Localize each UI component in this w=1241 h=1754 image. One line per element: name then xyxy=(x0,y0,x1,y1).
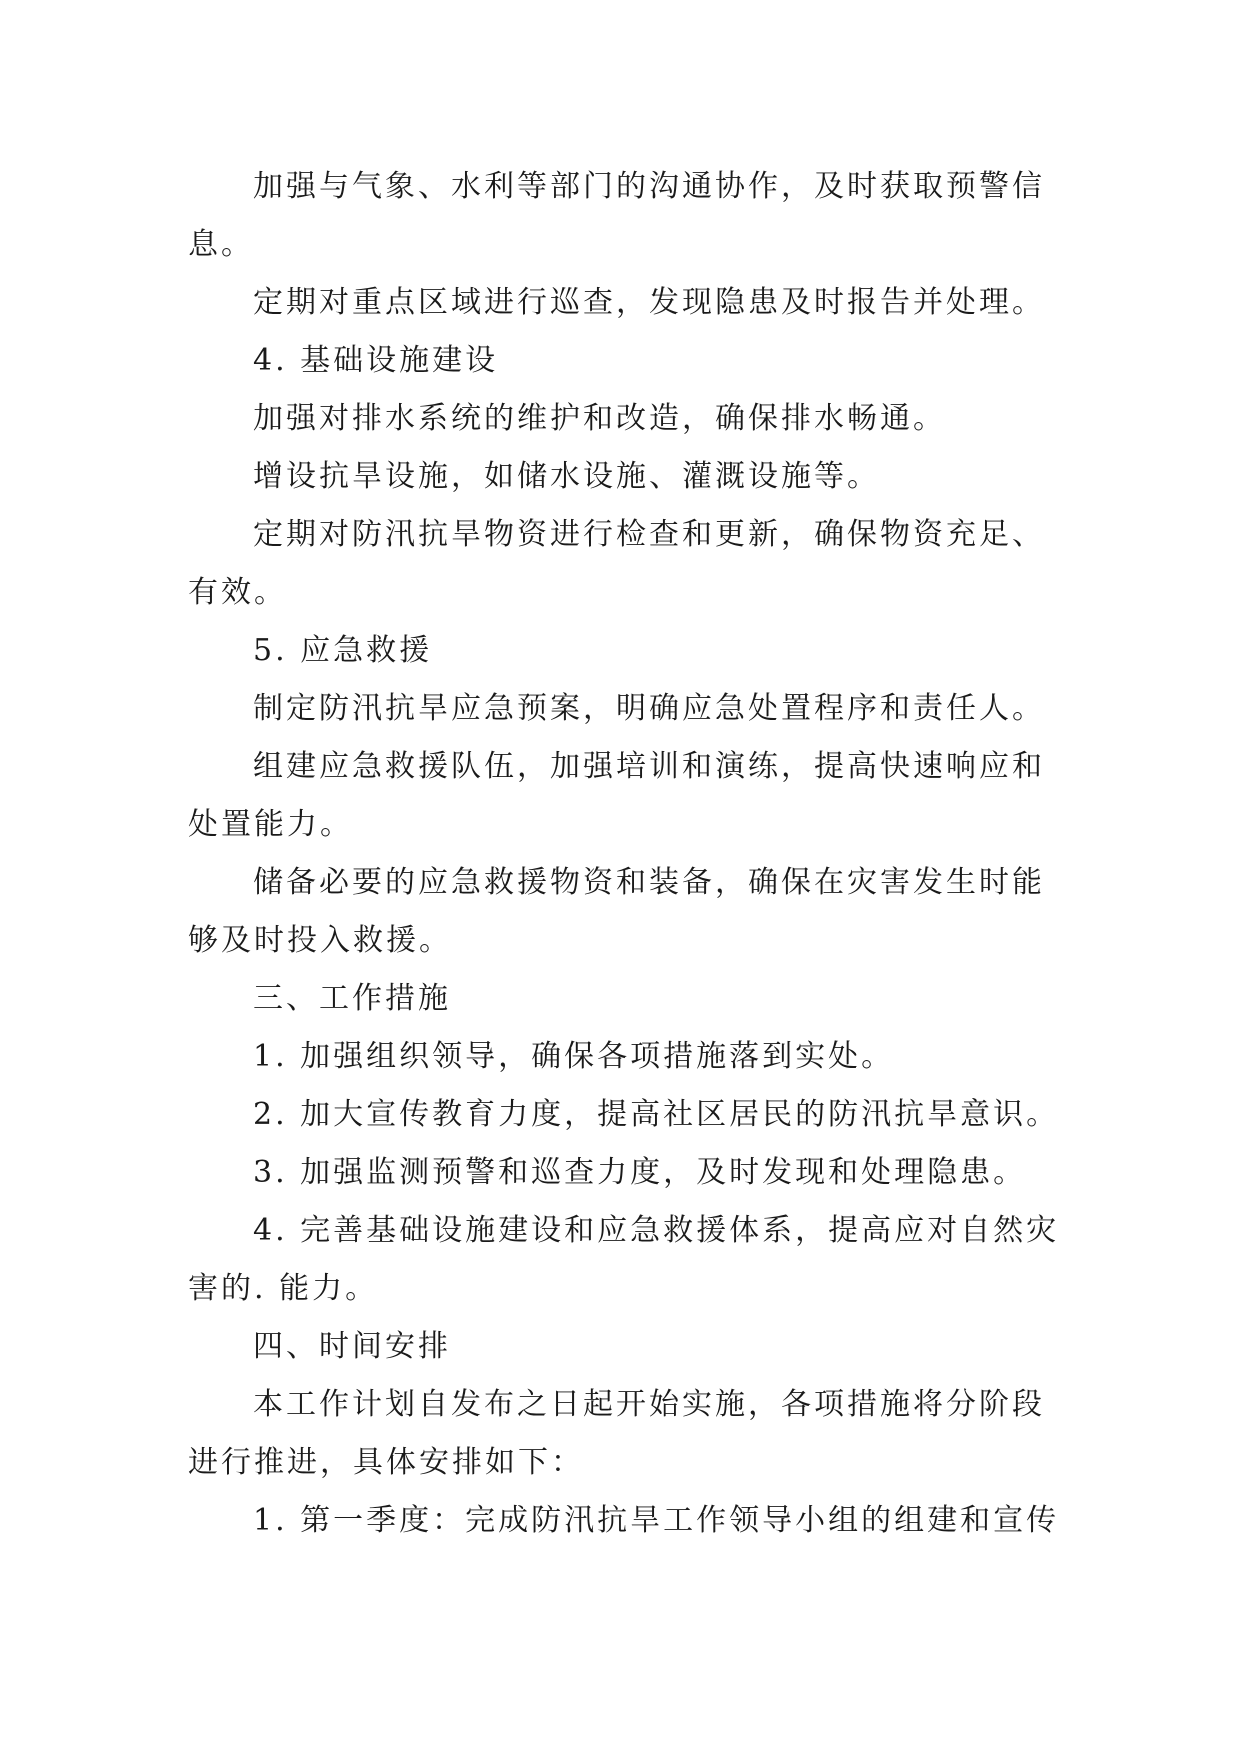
paragraph: 储备必要的应急救援物资和装备，确保在灾害发生时能够及时投入救援。 xyxy=(188,865,1045,958)
paragraph: 定期对重点区域进行巡查，发现隐患及时报告并处理。 xyxy=(253,285,1045,320)
list-item: 1. 第一季度：完成防汛抗旱工作领导小组的组建和宣传 xyxy=(253,1503,1060,1538)
paragraph: 增设抗旱设施，如储水设施、灌溉设施等。 xyxy=(253,459,880,494)
section-heading: 三、工作措施 xyxy=(253,981,451,1016)
paragraph: 本工作计划自发布之日起开始实施，各项措施将分阶段进行推进，具体安排如下： xyxy=(188,1387,1045,1480)
document-body xyxy=(188,158,1068,1550)
section-heading: 四、时间安排 xyxy=(253,1329,451,1364)
list-item: 2. 加大宣传教育力度，提高社区居民的防汛抗旱意识。 xyxy=(253,1097,1060,1132)
paragraph: 制定防汛抗旱应急预案，明确应急处置程序和责任人。 xyxy=(253,691,1045,726)
paragraph: 加强对排水系统的维护和改造，确保排水畅通。 xyxy=(253,401,946,436)
paragraph: 定期对防汛抗旱物资进行检查和更新，确保物资充足、有效。 xyxy=(188,517,1045,610)
paragraph: 加强与气象、水利等部门的沟通协作，及时获取预警信息。 xyxy=(188,169,1045,262)
list-item: 4. 完善基础设施建设和应急救援体系，提高应对自然灾害的. 能力。 xyxy=(188,1213,1060,1306)
list-item: 1. 加强组织领导，确保各项措施落到实处。 xyxy=(253,1039,895,1074)
paragraph: 组建应急救援队伍，加强培训和演练，提高快速响应和处置能力。 xyxy=(188,749,1045,842)
section-heading: 5. 应急救援 xyxy=(253,633,433,668)
list-item: 3. 加强监测预警和巡查力度，及时发现和处理隐患。 xyxy=(253,1155,1027,1190)
section-heading: 4. 基础设施建设 xyxy=(253,343,499,378)
